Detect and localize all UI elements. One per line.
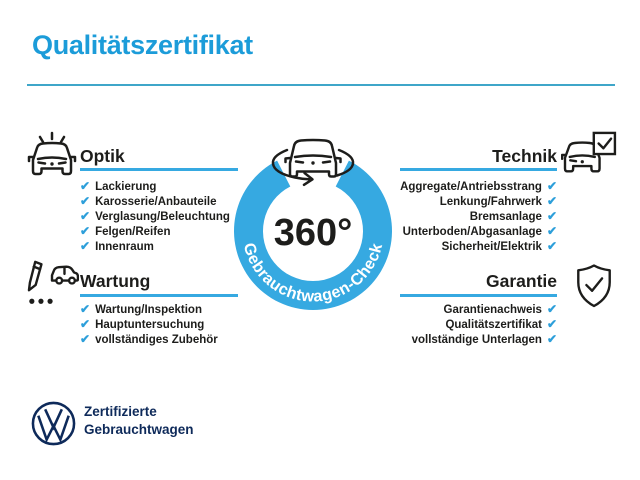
- check-item: [80, 332, 218, 347]
- shield-check-icon: [574, 263, 614, 309]
- check-item-label: vollständiges Zubehör: [95, 333, 218, 346]
- shiny-car-icon: [26, 130, 78, 182]
- pen-car-checklist-icon: [25, 259, 79, 307]
- check-icon: ✔: [546, 239, 557, 253]
- section-rule-optik: [80, 168, 238, 171]
- check-item: [80, 302, 218, 317]
- check-item-label: Verglasung/Beleuchtung: [95, 210, 230, 223]
- section-title-wartung: Wartung: [80, 271, 151, 291]
- brand-line-1: Zertifizierte: [84, 404, 157, 419]
- check-icon: ✔: [546, 209, 557, 223]
- check-icon: ✔: [546, 302, 557, 316]
- check-item-label: Unterboden/Abgasanlage: [402, 225, 542, 238]
- check-icon: ✔: [80, 179, 91, 193]
- check-item-label: Innenraum: [95, 240, 154, 253]
- vw-logo: [30, 400, 77, 447]
- section-rule-technik: [400, 168, 557, 171]
- check-item-label: Felgen/Reifen: [95, 225, 171, 238]
- check-item-label: Bremsanlage: [469, 210, 542, 223]
- check-icon: ✔: [546, 194, 557, 208]
- check-item-label: Wartung/Inspektion: [95, 303, 202, 316]
- header-divider: [27, 84, 615, 86]
- check-item-label: Lackierung: [95, 180, 157, 193]
- brand-claim: [84, 403, 194, 438]
- check-icon: ✔: [546, 317, 557, 331]
- optik-checklist: [80, 179, 230, 254]
- check-icon: ✔: [546, 179, 557, 193]
- check-item-label: Karosserie/Anbauteile: [95, 195, 217, 208]
- check-item: [80, 194, 230, 209]
- check-icon: ✔: [546, 224, 557, 238]
- check-icon: ✔: [80, 224, 91, 238]
- ring-label: Gebrauchtwagen-Check: [239, 240, 387, 306]
- check-item-label: Qualitätszertifikat: [445, 318, 542, 331]
- car-checkbox-icon: [561, 131, 617, 179]
- section-rule-garantie: [400, 294, 557, 297]
- check-item: [80, 239, 230, 254]
- check-item: [80, 209, 230, 224]
- section-rule-wartung: [80, 294, 238, 297]
- section-title-garantie: Garantie: [486, 271, 557, 291]
- section-title-optik: Optik: [80, 146, 125, 166]
- check-item-label: vollständige Unterlagen: [411, 333, 542, 346]
- check-icon: ✔: [80, 239, 91, 253]
- check-item-label: Garantienachweis: [443, 303, 542, 316]
- check-item: [80, 317, 218, 332]
- check-item: [80, 179, 230, 194]
- check-icon: ✔: [80, 302, 91, 316]
- brand-line-2: Gebrauchtwagen: [84, 421, 194, 437]
- degree-label: 360°: [273, 212, 353, 254]
- 360-check-ring: [224, 114, 406, 337]
- check-icon: ✔: [80, 194, 91, 208]
- section-title-technik: Technik: [492, 146, 557, 166]
- page-title: Qualitätszertifikat: [32, 30, 253, 60]
- check-icon: ✔: [546, 332, 557, 346]
- wartung-checklist: [80, 302, 218, 347]
- check-item-label: Sicherheit/Elektrik: [441, 240, 542, 253]
- check-item-label: Lenkung/Fahrwerk: [439, 195, 542, 208]
- check-icon: ✔: [80, 332, 91, 346]
- check-item-label: Hauptuntersuchung: [95, 318, 205, 331]
- check-item: [80, 224, 230, 239]
- check-icon: ✔: [80, 209, 91, 223]
- check-icon: ✔: [80, 317, 91, 331]
- check-item-label: Aggregate/Antriebsstrang: [400, 180, 542, 193]
